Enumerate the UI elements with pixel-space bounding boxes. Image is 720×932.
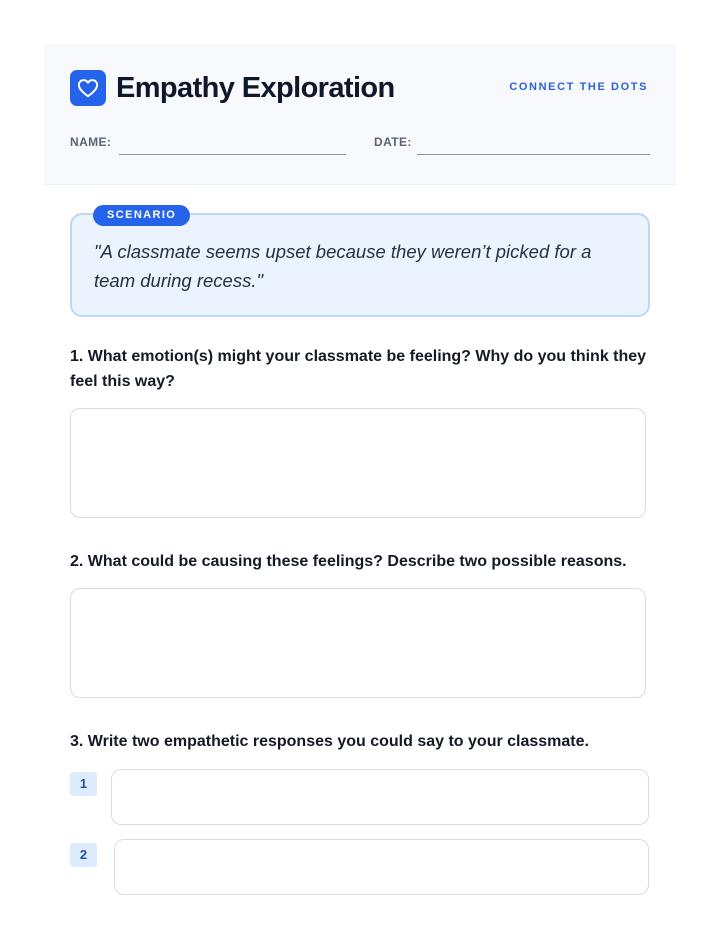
scenario-badge: SCENARIO [93, 205, 190, 226]
worksheet-header [44, 44, 676, 185]
date-field-line[interactable] [417, 154, 650, 155]
question-2: 2. What could be causing these feelings? Describe two possible reasons. [70, 553, 627, 570]
response-box-1[interactable] [111, 769, 649, 825]
answer-box-1[interactable] [70, 408, 646, 518]
series-label: CONNECT THE DOTS [509, 81, 648, 93]
response-number-1: 1 [70, 772, 97, 796]
answer-box-2[interactable] [70, 588, 646, 698]
question-1: 1. What emotion(s) might your classmate be feeling? Why do you think they feel this way? [70, 348, 647, 390]
date-label: DATE: [374, 135, 412, 149]
response-box-2[interactable] [114, 839, 649, 895]
page-title: Empathy Exploration [116, 72, 395, 104]
scenario-card [70, 213, 650, 317]
response-number-2: 2 [70, 843, 97, 867]
heart-icon [70, 70, 106, 106]
name-label: NAME: [70, 135, 112, 149]
name-field-line[interactable] [119, 154, 346, 155]
scenario-text: "A classmate seems upset because they weren’t picked for a team during recess." [94, 241, 592, 291]
question-3: 3. Write two empathetic responses you could say to your classmate. [70, 733, 589, 750]
